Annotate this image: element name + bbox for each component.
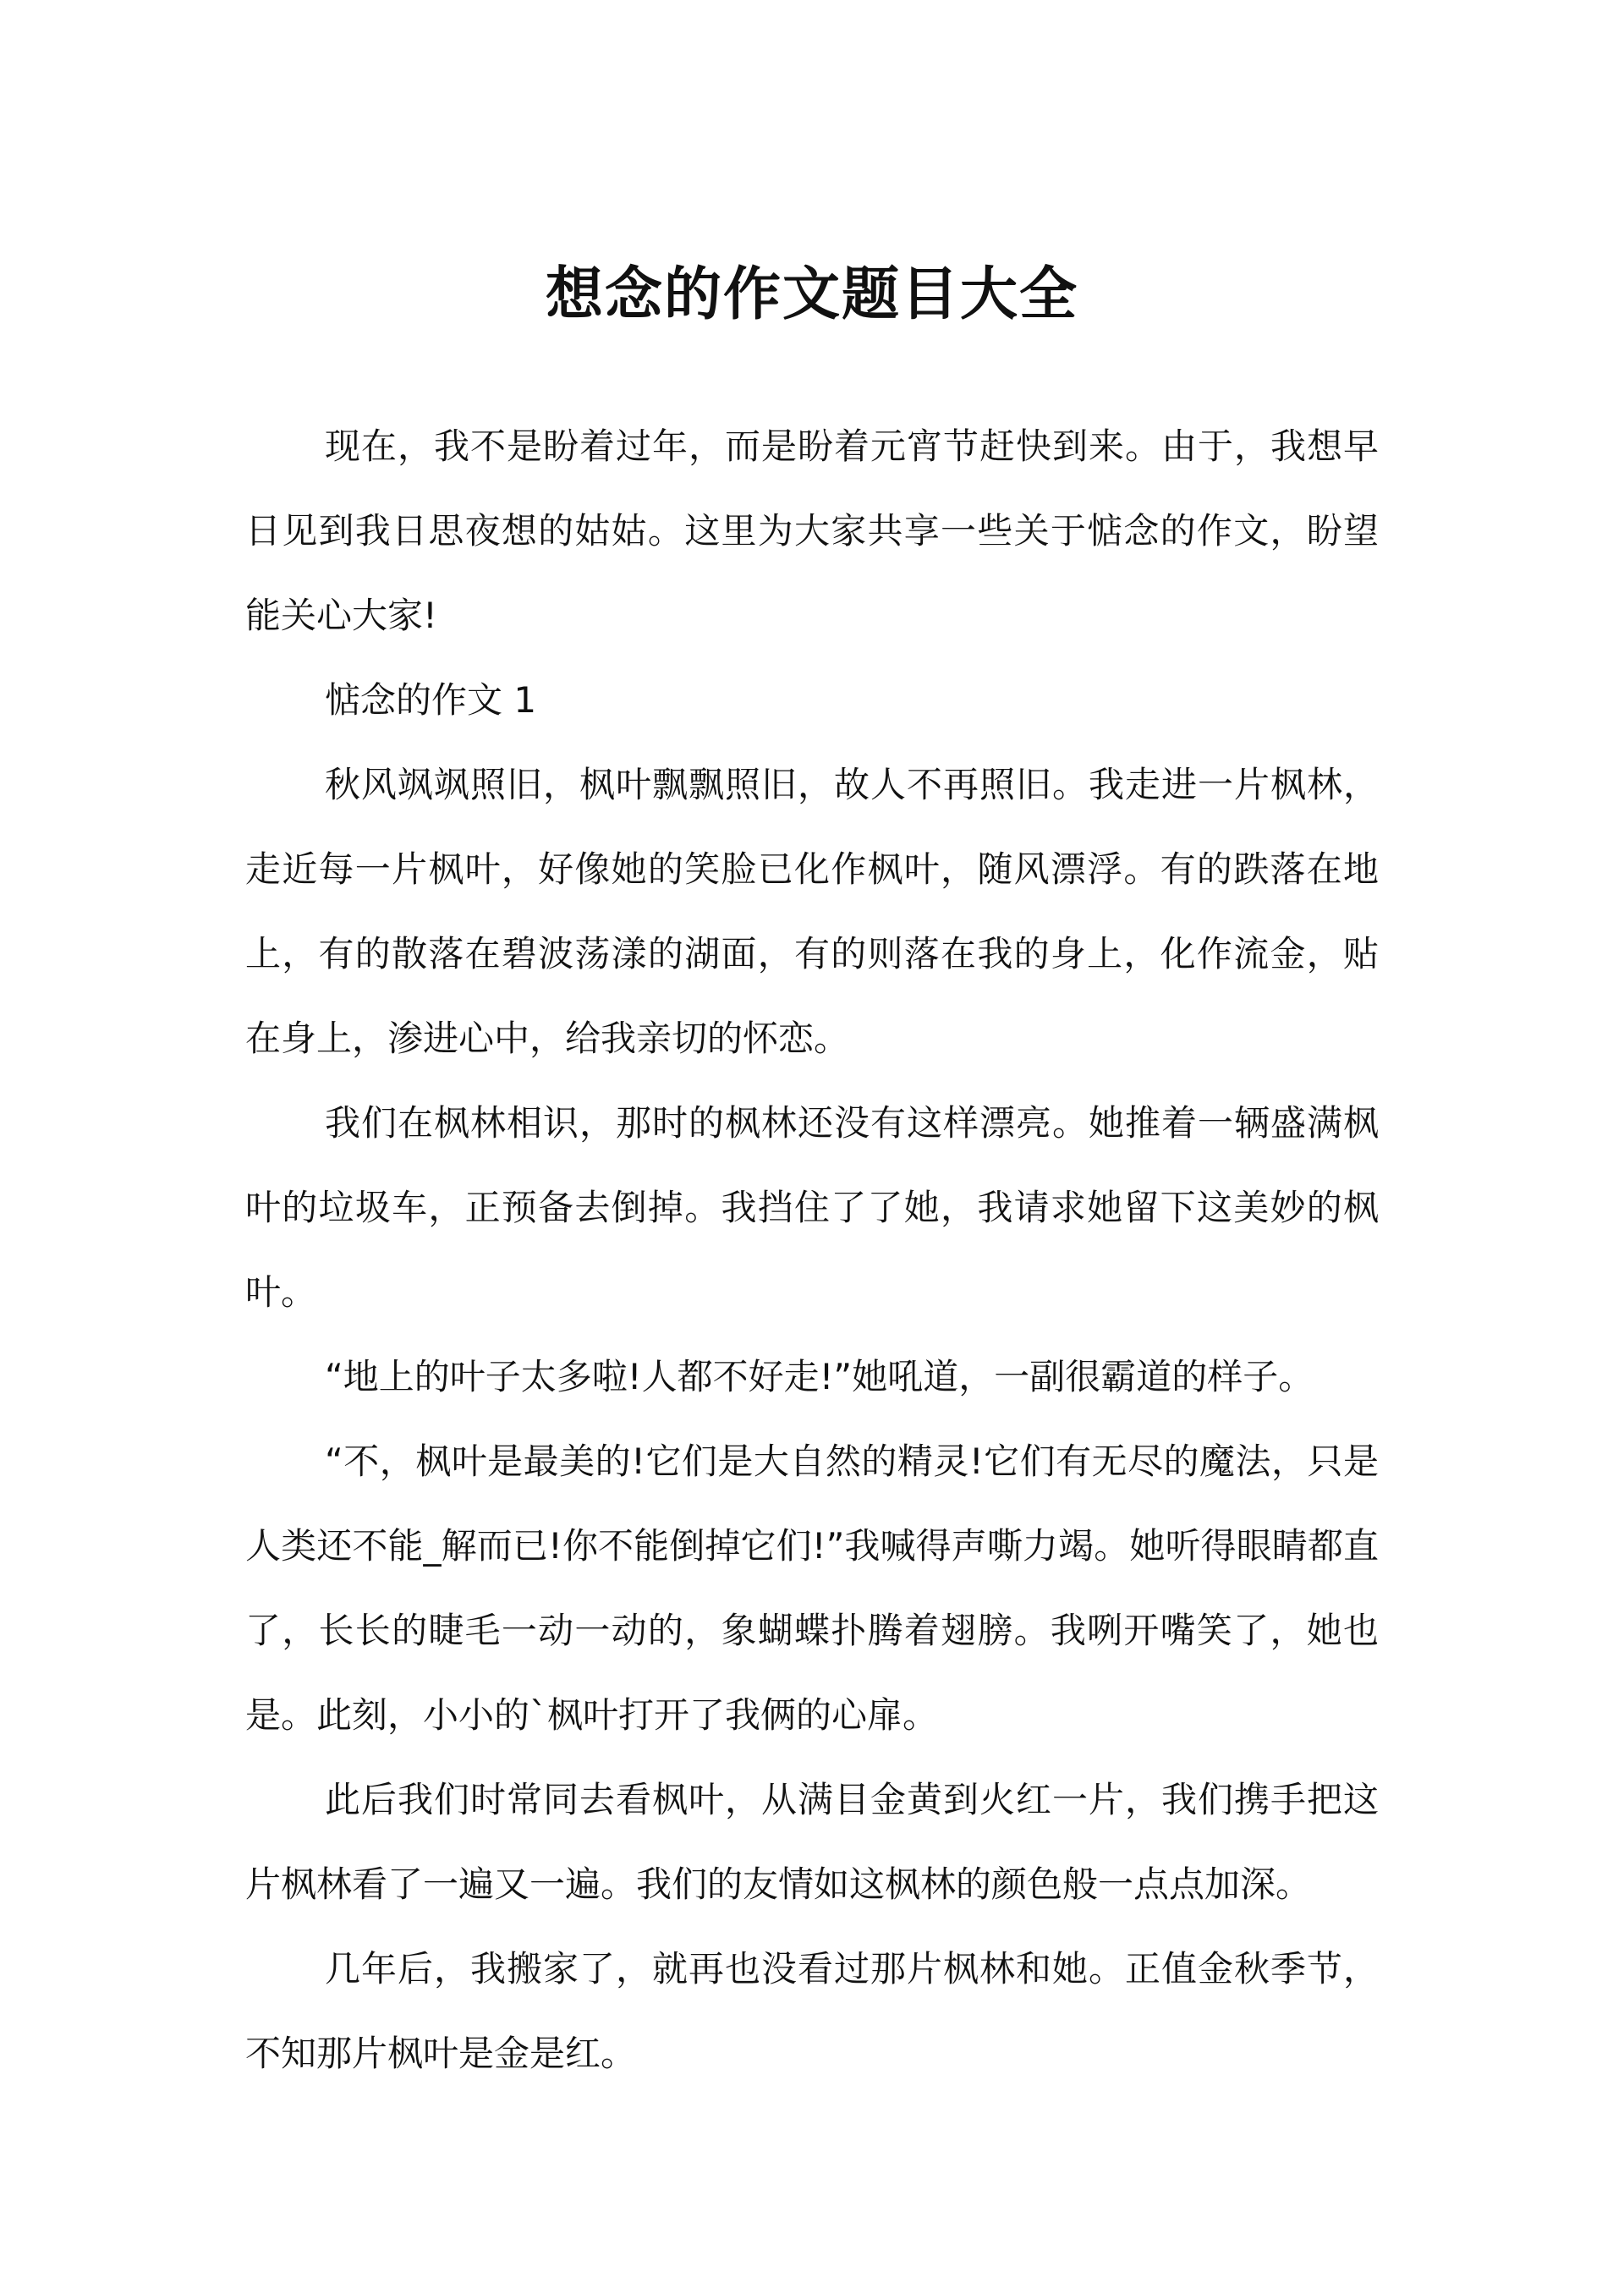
document-body — [245, 404, 1379, 2096]
paragraph: 我们在枫林相识，那时的枫林还没有这样漂亮。她推着一辆盛满枫叶的垃圾车，正预备去倒掉。我挡住了了她，我请求她留下这美妙的枫叶。 — [245, 1102, 1379, 1313]
section-heading: 惦念的作文 1 — [325, 679, 537, 721]
paragraph-intro: 现在，我不是盼着过年，而是盼着元宵节赶快到来。由于，我想早日见到我日思夜想的姑姑。这里为大家共享一些关于惦念的作文，盼望能关心大家! — [245, 425, 1379, 636]
paragraph: “不，枫叶是最美的!它们是大自然的精灵!它们有无尽的魔法，只是人类还不能_解而已!你不能倒掉它们!”我喊得声嘶力竭。她听得眼睛都直了，长长的睫毛一动一动的，象蝴蝶扑腾着翅膀。我咧开嘴笑了，她也是。此刻，小小的`枫叶打开了我俩的心扉。 — [245, 1441, 1379, 1736]
paragraph: 几年后，我搬家了，就再也没看过那片枫林和她。正值金秋季节，不知那片枫叶是金是红。 — [245, 1948, 1379, 2074]
paragraph: 此后我们时常同去看枫叶，从满目金黄到火红一片，我们携手把这片枫林看了一遍又一遍。我们的友情如这枫林的颜色般一点点加深。 — [245, 1779, 1379, 1905]
paragraph: “地上的叶子太多啦!人都不好走!”她吼道，一副很霸道的样子。 — [325, 1356, 1314, 1397]
paragraph: 秋风飒飒照旧，枫叶飘飘照旧，故人不再照旧。我走进一片枫林，走近每一片枫叶，好像她的笑脸已化作枫叶，随风漂浮。有的跌落在地上，有的散落在碧波荡漾的湖面，有的则落在我的身上，化作流金，贴在身上，渗进心中，给我亲切的怀恋。 — [245, 764, 1379, 1059]
document-title: 想念的作文题目大全 — [545, 261, 1078, 328]
